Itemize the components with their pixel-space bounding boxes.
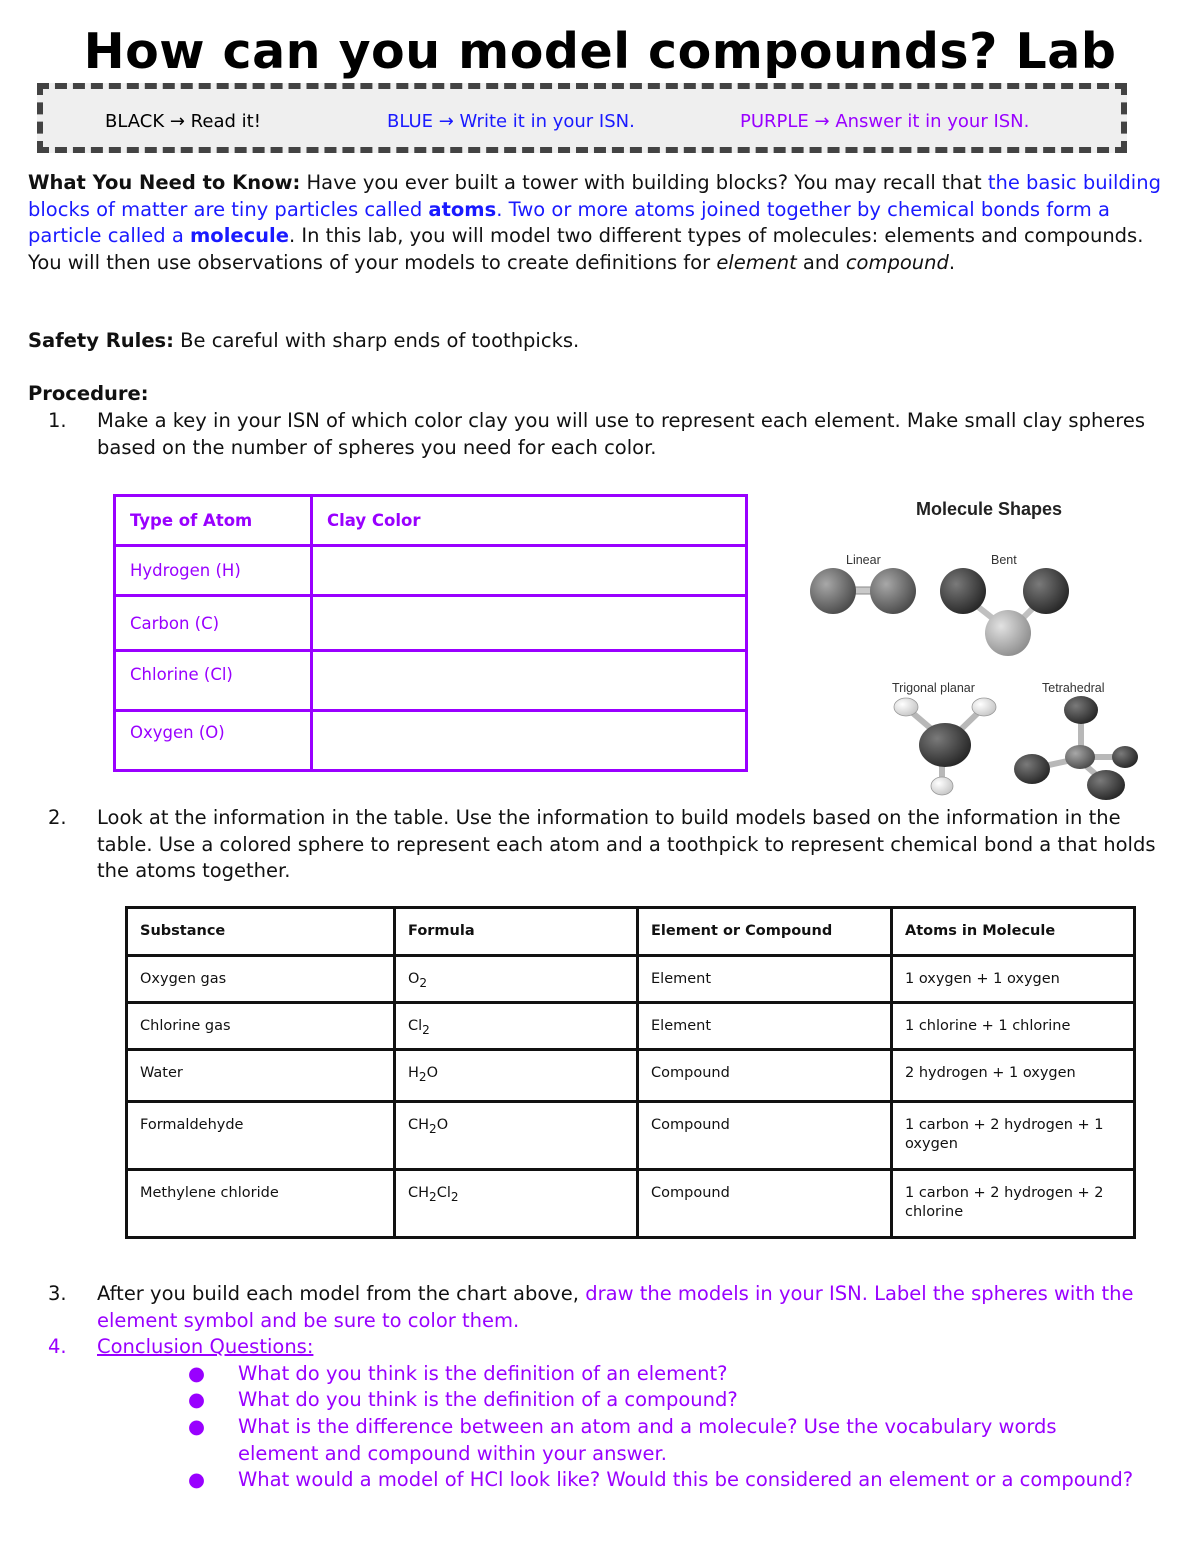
substance-name: Chlorine gas — [127, 1003, 395, 1050]
step-number: 4. — [48, 1335, 67, 1358]
step-number: 1. — [48, 409, 67, 432]
atoms-in-molecule: 1 carbon + 2 hydrogen + 1 oxygen — [892, 1102, 1135, 1170]
substance-name: Formaldehyde — [127, 1102, 395, 1170]
atom-name: Chlorine (Cl) — [115, 651, 312, 711]
table-row — [115, 651, 747, 711]
table-row — [127, 1170, 1135, 1238]
atoms-in-molecule: 1 oxygen + 1 oxygen — [892, 956, 1135, 1003]
clay-color-cell[interactable] — [312, 596, 747, 651]
header-element-or-compound: Element or Compound — [638, 908, 892, 956]
step-text — [97, 1281, 1157, 1334]
substance-type: Element — [638, 956, 892, 1003]
conclusion-questions-heading: Conclusion Questions: — [97, 1335, 314, 1358]
color-legend-box — [37, 83, 1127, 153]
bullet-icon: ● — [188, 1415, 206, 1438]
question-text: What do you think is the definition of a compound? — [238, 1388, 738, 1411]
clay-color-cell[interactable] — [312, 651, 747, 711]
text: After you build each model from the chart above, — [97, 1282, 586, 1305]
safety-text: Be careful with sharp ends of toothpicks. — [173, 329, 580, 352]
formula-part: Cl — [408, 1018, 423, 1034]
table-row — [127, 956, 1135, 1003]
table-row — [127, 1003, 1135, 1050]
trigonal-planar-molecule — [894, 698, 996, 795]
table-row — [115, 596, 747, 651]
question-item — [188, 1467, 1148, 1521]
text: Have you ever built a tower with building blocks? You may recall that — [300, 171, 988, 194]
table-row — [127, 1102, 1135, 1170]
bullet-icon: ● — [188, 1362, 206, 1385]
clay-color-table — [113, 494, 748, 772]
procedure-step-1 — [28, 408, 1178, 462]
atoms-in-molecule: 1 carbon + 2 hydrogen + 2 chlorine — [892, 1170, 1135, 1238]
formula-part: O — [408, 971, 420, 987]
legend-black: BLACK → Read it! — [105, 111, 261, 132]
term-element: element — [716, 250, 797, 274]
label-trigonal-planar: Trigonal planar — [892, 681, 975, 695]
atoms-in-molecule: 2 hydrogen + 1 oxygen — [892, 1050, 1135, 1102]
question-text: What is the difference between an atom and a molecule? Use the vocabulary words element and compound within your answer. — [238, 1415, 1057, 1465]
formula-part: Cl — [436, 1185, 451, 1201]
keyword-atoms: atoms — [428, 197, 497, 221]
keyword-molecule: molecule — [189, 224, 289, 247]
question-text: What do you think is the definition of an element? — [238, 1362, 728, 1385]
step-text: Make a key in your ISN of which color clay you will use to represent each element. Make small clay spheres based on the number of spheres you need for each color. — [97, 409, 1146, 459]
atom-name: Oxygen (O) — [115, 711, 312, 771]
substance-type: Compound — [638, 1102, 892, 1170]
substance-type: Compound — [638, 1170, 892, 1238]
label-tetrahedral: Tetrahedral — [1042, 681, 1105, 695]
text: the basic building blocks of matter are tiny particles called — [28, 171, 1161, 221]
formula-subscript: 2 — [422, 1022, 430, 1037]
purple-text: draw the models in your ISN. Label the spheres with the element symbol and be sure to color them. — [97, 1282, 1134, 1332]
substance-name: Water — [127, 1050, 395, 1102]
term-compound: compound — [845, 250, 949, 274]
need-to-know-label: What You Need to Know: — [28, 171, 301, 194]
formula-part: O — [426, 1065, 439, 1081]
clay-color-cell[interactable] — [312, 711, 747, 771]
header-atoms-in-molecule: Atoms in Molecule — [892, 908, 1135, 956]
table-row — [127, 1050, 1135, 1102]
table-row — [115, 711, 747, 771]
text: . In this lab, you will model two different types of molecules: elements and compounds. You will then use observations of your models to create definitions for — [28, 224, 1144, 274]
page-title: How can you model compounds? Lab — [83, 23, 1117, 80]
substance-type: Compound — [638, 1050, 892, 1102]
formula-subscript: 2 — [450, 1189, 459, 1204]
formula-part: CH — [408, 1117, 430, 1133]
substance-name: Methylene chloride — [127, 1170, 395, 1238]
question-item — [188, 1387, 1148, 1414]
clay-color-cell[interactable] — [312, 546, 747, 596]
formula — [395, 1102, 638, 1170]
atoms-in-molecule: 1 chlorine + 1 chlorine — [892, 1003, 1135, 1050]
step-number: 2. — [48, 806, 67, 829]
tetrahedral-molecule — [1014, 696, 1138, 800]
safety-label: Safety Rules: — [28, 329, 174, 352]
molecule-shapes-figure — [800, 495, 1150, 800]
legend-blue: BLUE → Write it in your ISN. — [387, 111, 635, 132]
formula — [395, 956, 638, 1003]
header-clay-color: Clay Color — [312, 496, 747, 546]
header-substance: Substance — [127, 908, 395, 956]
substance-table — [125, 906, 1136, 1239]
linear-molecule — [810, 568, 916, 614]
need-to-know-paragraph — [28, 170, 1178, 276]
atom-name: Hydrogen (H) — [115, 546, 312, 596]
text: and — [796, 250, 846, 274]
substance-name: Oxygen gas — [127, 956, 395, 1003]
procedure-step-4 — [28, 1334, 1178, 1361]
question-item — [188, 1361, 1148, 1388]
step-text: Look at the information in the table. Use the information to build models based on the information in the table. Use a colored sphere to represent each atom and a toothpick to represent chemical bond a that holds the atoms together. — [97, 806, 1156, 882]
bullet-icon: ● — [188, 1388, 206, 1411]
formula-subscript: 2 — [418, 1069, 427, 1084]
label-linear: Linear — [846, 553, 881, 567]
question-text: What would a model of HCl look like? Would this be considered an element or a compound? — [238, 1468, 1134, 1491]
label-bent: Bent — [991, 553, 1017, 567]
header-formula: Formula — [395, 908, 638, 956]
safety-rules — [28, 328, 1178, 355]
step-number: 3. — [48, 1282, 67, 1305]
table-row — [115, 546, 747, 596]
procedure-step-2 — [28, 805, 1178, 885]
text: . Two or more atoms joined together by chemical bonds form a particle called a — [28, 197, 1110, 247]
formula-part: H — [408, 1065, 419, 1081]
question-item — [188, 1414, 1148, 1468]
formula-part: O — [436, 1117, 449, 1133]
procedure-step-3 — [28, 1281, 1178, 1335]
atom-name: Carbon (C) — [115, 596, 312, 651]
substance-type: Element — [638, 1003, 892, 1050]
molecule-shapes-title: Molecule Shapes — [915, 499, 1063, 519]
formula-subscript: 2 — [419, 975, 428, 990]
formula — [395, 1003, 638, 1050]
legend-purple: PURPLE → Answer it in your ISN. — [740, 111, 1030, 132]
header-type-of-atom: Type of Atom — [115, 496, 312, 546]
formula — [395, 1170, 638, 1238]
bent-molecule — [940, 568, 1069, 656]
formula-part: CH — [408, 1185, 430, 1201]
formula-subscript: 2 — [429, 1189, 437, 1204]
text: . — [948, 250, 956, 274]
bullet-icon: ● — [188, 1468, 206, 1491]
procedure-heading — [28, 381, 1178, 408]
formula — [395, 1050, 638, 1102]
procedure-label: Procedure: — [28, 382, 149, 405]
molecule-shapes-drawing — [800, 495, 1150, 800]
formula-subscript: 2 — [429, 1121, 437, 1136]
